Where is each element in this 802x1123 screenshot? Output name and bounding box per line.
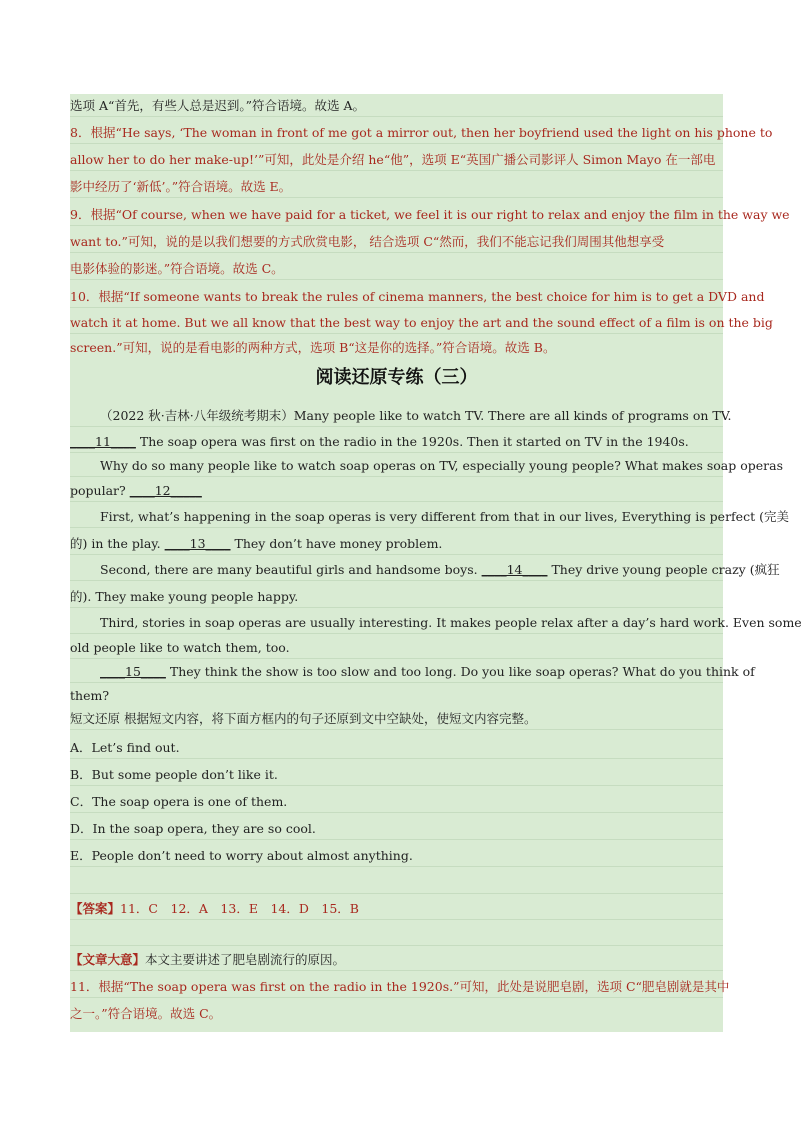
explanation-line-9c: 电影体验的影迷。”符合语境。故选 C。 [70,259,723,280]
answer-line [70,899,723,920]
passage-line [70,560,780,581]
document-page [70,94,802,1032]
blank-14: ____14____ [481,562,548,577]
spacer-line [70,925,723,946]
explanation-line-9b: want to.”可知，说的是以我们想要的方式欣赏电影， 结合选项 C“然而，我们不能忘记我们周围其他想享受 [70,232,723,253]
summary-line [70,950,723,971]
explanation-line-10b: watch it at home. But we all know that the best way to enjoy the art and the sound effect of a film is on the big [70,313,723,334]
option-e: E．People don’t need to worry about almost anything. [70,846,723,867]
passage-line [70,432,723,453]
explanation-line-8b: allow her to do her make-up!’”可知，此处是介绍 he“他”，选项 E“英国广播公司影评人 Simon Mayo 在一部电 [70,150,723,171]
blank-11: ____11____ [70,434,136,449]
passage-text: They don’t have money problem. [230,536,443,551]
blank-12: ____12_____ [129,483,202,498]
explanation-line-7: 选项 A“首先，有些人总是迟到。”符合语境。故选 A。 [70,96,723,117]
blank-15: ____15____ [100,664,166,679]
passage-text: They drive young people crazy (疯狂 [547,562,780,577]
answer-text: 11．C 12．A 13．E 14．D 15．B [120,901,359,916]
passage-line [70,481,723,502]
spacer-line [70,873,723,894]
instruction-text: 短文还原 根据短文内容，将下面方框内的句子还原到文中空缺处，使短文内容完整。 [70,709,723,730]
passage-text: popular? [70,483,130,498]
answer-label: 【答案】 [70,901,121,916]
option-a: A．Let’s find out. [70,738,723,759]
passage-text: They think the show is too slow and too long. Do you like soap operas? What do you think of [165,664,755,679]
option-d: D．In the soap opera, they are so cool. [70,819,723,840]
blank-13: ____13____ [164,536,231,551]
passage-line: （2022 秋·吉林·八年级统考期末）Many people like to watch TV. There are all kinds of programs on TV. [70,406,723,427]
explanation-line-11a: 11．根据“The soap opera was first on the radio in the 1920s.”可知，此处是说肥皂剧，选项 C“肥皂剧就是其中 [70,977,723,998]
explanation-line-10a: 10．根据“If someone wants to break the rules of cinema manners, the best choice for him is to get a DVD and [70,287,723,308]
summary-text: 本文主要讲述了肥皂剧流行的原因。 [145,952,346,967]
explanation-line-8c: 影中经历了‘新低’。”符合语境。故选 E。 [70,177,723,198]
passage-line [70,534,723,555]
passage-line [70,662,755,683]
option-b: B．But some people don’t like it. [70,765,723,786]
passage-line: old people like to watch them, too. [70,638,723,659]
passage-line: Why do so many people like to watch soap operas on TV, especially young people? What makes soap operas [70,456,723,477]
explanation-line-11b: 之一。”符合语境。故选 C。 [70,1006,222,1021]
option-c: C．The soap opera is one of them. [70,792,723,813]
passage-text: 的) in the play. [70,536,165,551]
explanation-line-8a: 8．根据“He says, ‘The woman in front of me got a mirror out, then her boyfriend used the light on his phone to [70,123,723,144]
section-title: 阅读还原专练（三） [315,367,478,388]
explanation-line-10c: screen.”可知，说的是看电影的两种方式，选项 B“这是你的选择。”符合语境。故选 B。 [70,340,556,355]
passage-text: Second, there are many beautiful girls and handsome boys. [100,562,482,577]
passage-line: them? [70,688,110,703]
explanation-line-9a: 9．根据“Of course, when we have paid for a ticket, we feel it is our right to relax and enjoy the film in the way we [70,205,723,226]
passage-text: The soap opera was first on the radio in the 1920s. Then it started on TV in the 1940s. [135,434,689,449]
passage-line: 的). They make young people happy. [70,587,723,608]
passage-line: Third, stories in soap operas are usually interesting. It makes people relax after a day’s hard work. Even some [70,613,723,634]
summary-label: 【文章大意】 [70,952,146,967]
passage-line: First, what’s happening in the soap operas is very different from that in our lives, Everything is perfect (完美 [70,507,723,528]
